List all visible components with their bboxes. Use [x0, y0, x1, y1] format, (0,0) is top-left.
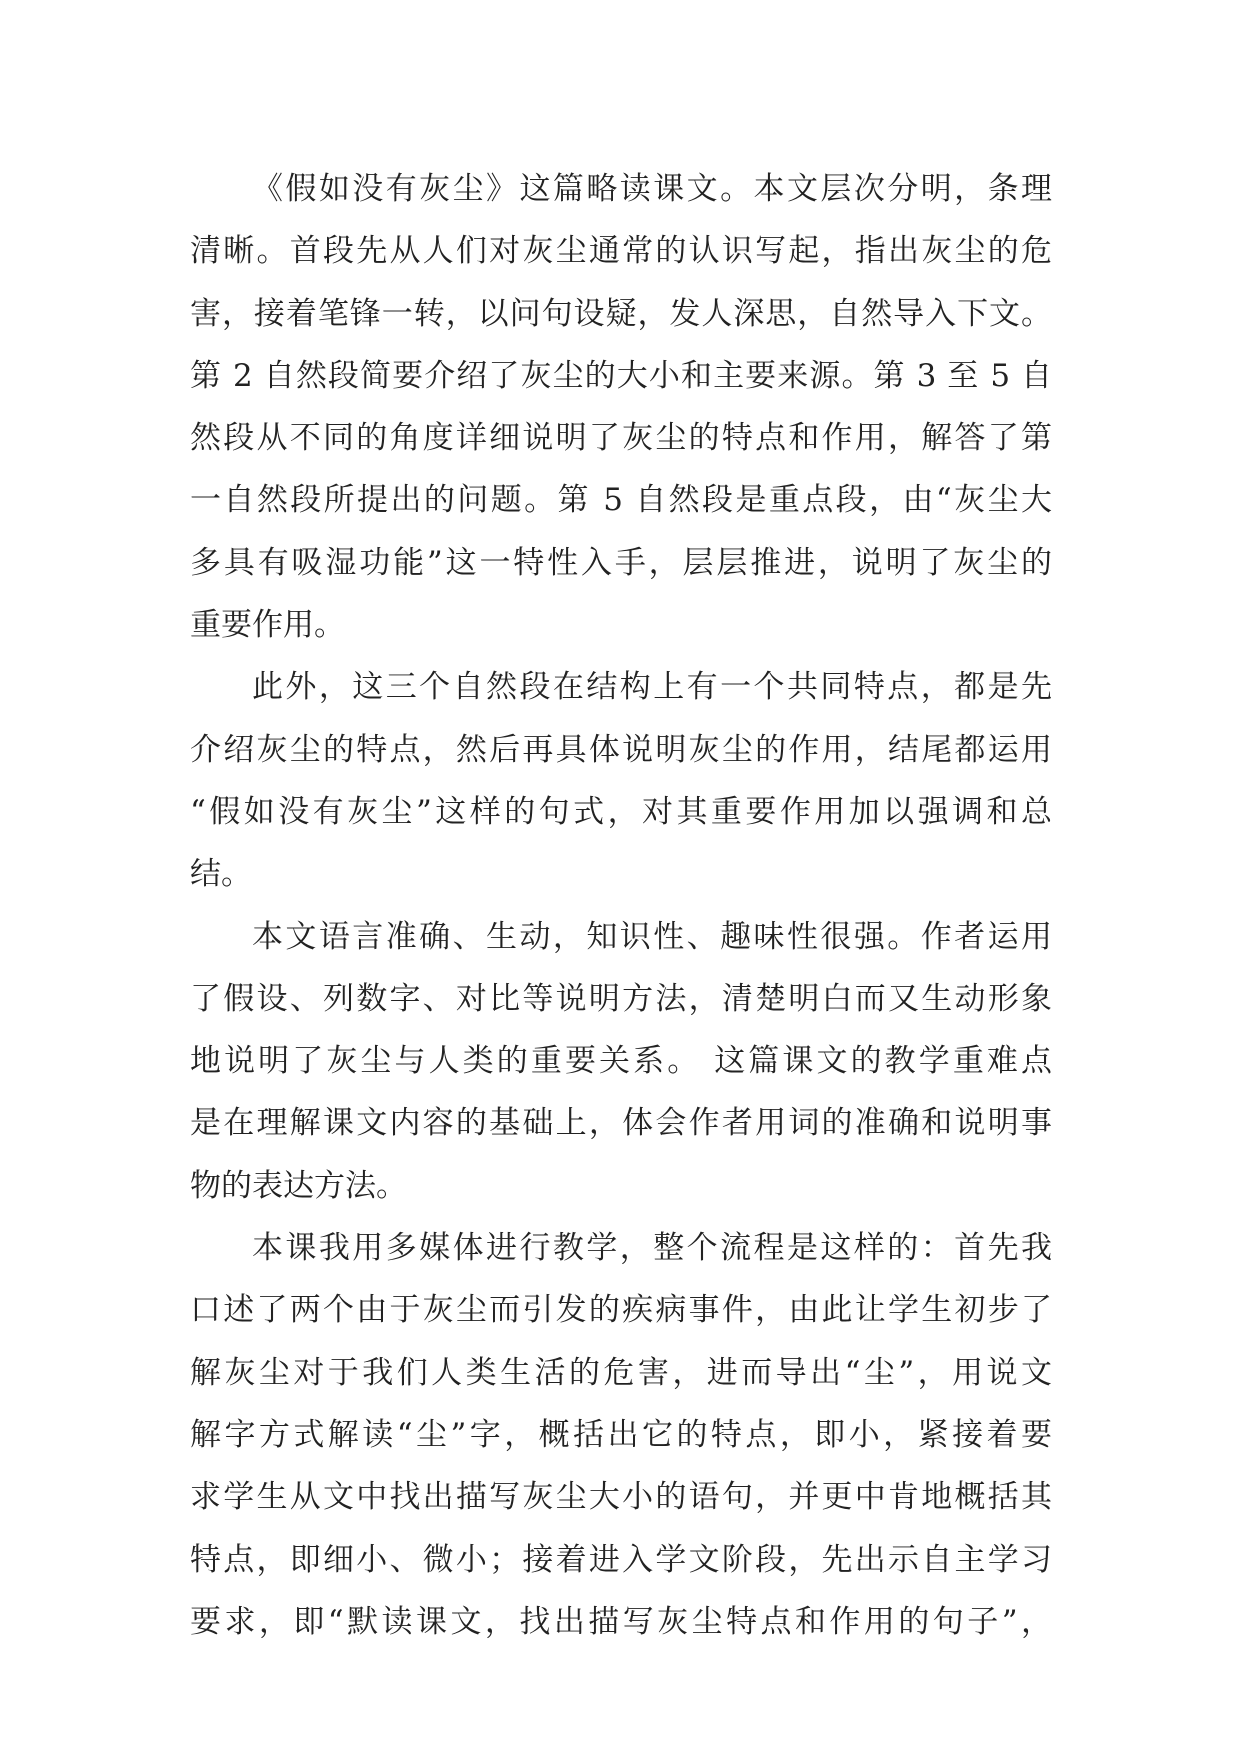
text-line: “假如没有灰尘”这样的句式，对其重要作用加以强调和总 [190, 793, 1052, 830]
text-line: 了假设、列数字、对比等说明方法，清楚明白而又生动形象 [190, 980, 1052, 1017]
text-line: 《假如没有灰尘》这篇略读课文。本文层次分明，条理 [252, 171, 1052, 207]
text-line: 第 2 自然段简要介绍了灰尘的大小和主要来源。第 3 至 5 自 [190, 357, 1052, 394]
text-line: 然段从不同的角度详细说明了灰尘的特点和作用，解答了第 [190, 420, 1052, 457]
text-line: 是在理解课文内容的基础上，体会作者用词的准确和说明事 [190, 1105, 1052, 1142]
paragraph-3 [190, 906, 1052, 1217]
text-line: 重要作用。 [190, 607, 345, 644]
text-line: 结。 [190, 856, 252, 893]
text-line: 清晰。首段先从人们对灰尘通常的认识写起，指出灰尘的危 [190, 233, 1052, 270]
text-line: 本课我用多媒体进行教学，整个流程是这样的：首先我 [252, 1230, 1052, 1267]
paragraph-4 [190, 1217, 1052, 1653]
text-line: 特点，即细小、微小；接着进入学文阶段，先出示自主学习 [190, 1541, 1052, 1578]
document-body [190, 158, 1052, 1653]
text-line: 害，接着笔锋一转，以问句设疑，发人深思，自然导入下文。 [190, 295, 1052, 332]
text-line: 此外，这三个自然段在结构上有一个共同特点，都是先 [252, 669, 1052, 706]
paragraph-1 [190, 158, 1052, 656]
text-line: 求学生从文中找出描写灰尘大小的语句，并更中肯地概括其 [190, 1479, 1052, 1516]
text-line: 地说明了灰尘与人类的重要关系。 这篇课文的教学重难点 [190, 1043, 1052, 1080]
text-line: 口述了两个由于灰尘而引发的疾病事件，由此让学生初步了 [190, 1292, 1052, 1329]
text-line: 介绍灰尘的特点，然后再具体说明灰尘的作用，结尾都运用 [190, 731, 1052, 768]
paragraph-2 [190, 656, 1052, 905]
text-line: 多具有吸湿功能”这一特性入手，层层推进，说明了灰尘的 [190, 544, 1052, 581]
text-line: 解灰尘对于我们人类生活的危害，进而导出“尘”，用说文 [190, 1354, 1052, 1391]
text-line: 本文语言准确、生动，知识性、趣味性很强。作者运用 [252, 918, 1052, 955]
text-line: 一自然段所提出的问题。第 5 自然段是重点段，由“灰尘大 [190, 482, 1052, 519]
text-line: 解字方式解读“尘”字，概括出它的特点，即小，紧接着要 [190, 1416, 1052, 1453]
text-line: 要求，即“默读课文，找出描写灰尘特点和作用的句子”， [190, 1603, 1052, 1640]
text-line: 物的表达方法。 [190, 1167, 407, 1204]
